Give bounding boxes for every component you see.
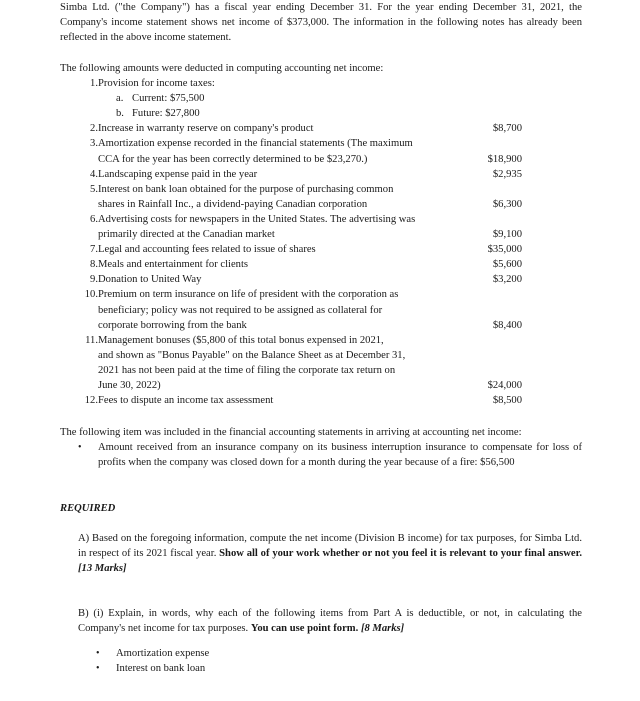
part-a-marks: [13 Marks] xyxy=(78,563,127,574)
part-b-text: B) (i) Explain, in words, why each of the following items from Part A is deductible, or not, in calculating the Company's net income for tax purposes. xyxy=(78,608,582,634)
item-text: Meals and entertainment for clients xyxy=(98,259,249,271)
item-amount: $18,900 xyxy=(487,153,522,165)
item-number: 4. xyxy=(90,168,98,180)
bullet-icon: • xyxy=(78,442,82,453)
bullet-icon: • xyxy=(96,663,100,674)
deduction-item-line xyxy=(60,287,522,302)
deduction-item-line xyxy=(60,227,522,242)
deduction-item-line xyxy=(60,272,522,287)
part-b-bold: You can use point form. xyxy=(250,623,359,634)
item-text: Increase in warranty reserve on company's product xyxy=(98,123,314,135)
deduction-item-line xyxy=(60,121,522,136)
part-a-text: A) Based on the foregoing information, compute the net income (Division B income) for tax purposes, for Simba Ltd. in respect of its 2021 fiscal year. xyxy=(78,533,582,559)
item-text: Fees to dispute an income tax assessment xyxy=(98,395,274,407)
sub-item-letter: a. xyxy=(116,93,124,105)
item-amount: $9,100 xyxy=(492,229,522,240)
item-number: 9. xyxy=(90,274,98,286)
item-amount: $6,300 xyxy=(492,198,522,210)
deduction-item-line xyxy=(60,136,522,151)
deduction-item-line xyxy=(60,393,522,408)
required-heading: REQUIRED xyxy=(60,503,116,514)
item-text: Amortization expense recorded in the financial statements (The maximum xyxy=(98,138,413,150)
part-b-list-text: Amortization expense xyxy=(116,648,210,659)
sub-item xyxy=(60,91,522,106)
deduction-item-line xyxy=(60,212,522,227)
item-amount: $35,000 xyxy=(487,244,522,256)
part-b-list-text: Interest on bank loan xyxy=(116,663,206,674)
sub-item xyxy=(60,106,522,121)
item-text: Donation to United Way xyxy=(98,274,202,286)
item-text: June 30, 2022) xyxy=(98,380,161,391)
item-text: CCA for the year has been correctly determined to be $23,270.) xyxy=(98,153,368,165)
sub-item-text: Current: $75,500 xyxy=(132,93,205,105)
item-text: Landscaping expense paid in the year xyxy=(98,168,258,180)
item-text: Legal and accounting fees related to issue of shares xyxy=(98,244,316,256)
part-b-marks: [8 Marks] xyxy=(360,623,405,634)
deduction-item-line xyxy=(60,303,522,318)
item-text: 2021 has not been paid at the time of filing the corporate tax return on xyxy=(98,364,396,376)
item-amount: $24,000 xyxy=(487,380,522,391)
part-b-question xyxy=(78,606,582,636)
sub-item-letter: b. xyxy=(116,108,124,120)
item-text: Interest on bank loan obtained for the purpose of purchasing common xyxy=(98,183,394,195)
item-text: corporate borrowing from the bank xyxy=(98,319,247,331)
item-text: beneficiary; policy was not required to be assigned as collateral for xyxy=(98,304,383,316)
item-text: shares in Rainfall Inc., a dividend-paying Canadian corporation xyxy=(98,198,368,210)
deduction-item-line xyxy=(60,167,522,182)
item-amount: $2,935 xyxy=(492,168,522,180)
included-item-text: Amount received from an insurance company on its business interruption insurance to compensate for loss of profits when the company was closed down for a month during the year because of a fire: $56,500 xyxy=(98,442,582,468)
item-text: Management bonuses ($5,800 of this total bonus expensed in 2021, xyxy=(98,334,384,346)
item-amount: $8,500 xyxy=(492,395,522,407)
deduction-item-line xyxy=(60,318,522,333)
deduction-item-line xyxy=(60,257,522,272)
part-a-question xyxy=(78,531,582,576)
included-heading: The following item was included in the financial accounting statements in arriving at accounting net income: xyxy=(60,427,522,438)
item-number: 11. xyxy=(85,334,98,346)
item-amount: $3,200 xyxy=(492,274,522,286)
item-amount: $5,600 xyxy=(492,259,522,271)
item-number: 7. xyxy=(90,244,98,256)
item-amount: $8,400 xyxy=(492,319,522,331)
item-number: 3. xyxy=(90,138,98,150)
item-text: Provision for income taxes: xyxy=(98,78,215,89)
item-text: Advertising costs for newspapers in the United States. The advertising was xyxy=(98,213,416,225)
intro-paragraph: Simba Ltd. ("the Company") has a fiscal year ending December 31. For the year ending December 31, 2021, the Company's income statement shows net income of $373,000. The information in the following notes has already been reflected in the above income statement. xyxy=(60,2,582,43)
part-a-bold: Show all of your work whether or not you feel it is relevant to your final answer. xyxy=(219,548,582,559)
item-text: primarily directed at the Canadian market xyxy=(98,229,275,240)
bullet-icon: • xyxy=(96,648,100,659)
item-number: 6. xyxy=(90,213,98,225)
sub-item-text: Future: $27,800 xyxy=(132,108,200,120)
deduction-item-line xyxy=(60,182,522,197)
deduction-item-line xyxy=(60,378,522,393)
item-amount: $8,700 xyxy=(492,123,522,135)
deduction-item-line xyxy=(60,197,522,212)
item-number: 12. xyxy=(84,395,98,407)
deduction-item-line xyxy=(60,242,522,257)
deduction-item-line xyxy=(60,152,522,167)
item-number: 10. xyxy=(84,289,98,301)
deduction-item-line xyxy=(60,348,522,363)
item-number: 2. xyxy=(90,123,98,135)
item-number: 1. xyxy=(90,78,98,89)
deducted-heading: The following amounts were deducted in computing accounting net income: xyxy=(60,63,384,74)
deduction-item-line xyxy=(60,363,522,378)
item-number: 5. xyxy=(90,183,98,195)
deduction-item-line xyxy=(60,76,522,91)
deduction-item-line xyxy=(60,333,522,348)
item-number: 8. xyxy=(90,259,98,271)
item-text: Premium on term insurance on life of president with the corporation as xyxy=(98,289,399,301)
item-text: and shown as "Bonus Payable" on the Balance Sheet as at December 31, xyxy=(98,349,406,361)
